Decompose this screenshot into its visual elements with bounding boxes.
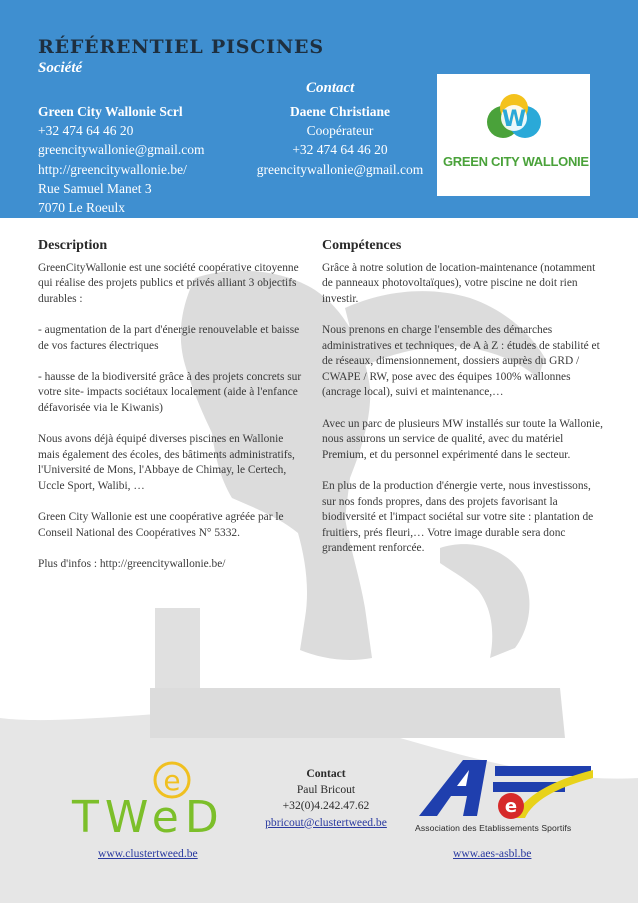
competences-heading: Compétences: [322, 238, 402, 253]
footer-contact: [240, 766, 412, 831]
aes-logo-letter: e: [504, 796, 518, 817]
tweed-logo-letter: e: [163, 764, 181, 797]
contact-email[interactable]: greencitywallonie@gmail.com: [256, 161, 424, 177]
tweed-logo: [70, 760, 230, 838]
description-paragraph: GreenCityWallonie est une société coopérative citoyenne qui réalise des projets publics et privés alliant 3 objectifs durables :: [38, 261, 299, 305]
competences-section: [322, 238, 606, 572]
company-street: Rue Samuel Manet 3: [38, 180, 152, 196]
footer-contact-phone: +32(0)4.242.47.62: [282, 799, 370, 813]
contact-name: Daene Christiane: [289, 104, 391, 119]
societe-label: Société: [38, 60, 83, 76]
company-city: 7070 Le Roeulx: [38, 200, 125, 216]
description-heading: Description: [38, 238, 108, 253]
description-paragraph: Nous avons déjà équipé diverses piscines en Wallonie mais également des écoles, des bâtiments administratifs, l'Université de Mons, l'Abbaye de Chimay, le Certech, Uccle Sport, Walibi, …: [38, 433, 295, 492]
company-phone: +32 474 64 46 20: [38, 123, 134, 139]
tweed-logo-text: TWeD: [72, 792, 225, 838]
description-paragraph: Plus d'infos : http://greencitywallonie.be/: [38, 557, 226, 570]
footer-contact-title: Contact: [306, 767, 346, 780]
description-paragraph: Green City Wallonie est une coopérative agréée par le Conseil National des Coopératives N° 5332.: [38, 511, 284, 539]
contact-info: [242, 102, 438, 179]
page-title: RÉFÉRENTIEL PISCINES: [38, 36, 324, 58]
logo-letter: W: [501, 107, 527, 132]
description-paragraph: - hausse de la biodiversité grâce à des projets concrets sur votre site- impacts sociétaux localement (aide à l'enfance défavorisée via le Kiwanis): [38, 370, 302, 414]
green-city-logo-icon: [437, 74, 590, 154]
company-info: [38, 102, 205, 217]
contact-label: Contact: [306, 80, 355, 96]
competences-paragraph: Nous prenons en charge l'ensemble des démarches administratives et techniques, de A à Z : études de stabilité et de réseaux, dimensionnement, dossiers auprès du GRD / CWAPE / RW, pose avec des équipes 100% wallonnes (ancrage local), suivi et maintenance,…: [322, 323, 600, 399]
competences-paragraph: Grâce à notre solution de location-maintenance (notamment de panneaux photovoltaïques), votre piscine ne doit rien investir.: [322, 261, 596, 305]
contact-phone: +32 474 64 46 20: [292, 142, 388, 158]
footer-contact-name: Paul Bricout: [296, 783, 356, 797]
competences-paragraph: Avec un parc de plusieurs MW installés sur toute la Wallonie, nous assurons un service de qualité, avec du matériel Premium, et du personnel expérimenté dans le secteur.: [322, 417, 603, 461]
competences-paragraph: En plus de la production d'énergie verte, nous investissons, sur nos fonds propres, dans des projets favorisant la biodiversité et l'impact sociétal sur votre site : plantation de fruitiers, prés fleuri,… Votre image durable sera donc grandement renforcée.: [322, 479, 594, 555]
aes-logo: [415, 756, 595, 822]
logo-text: GREEN CITY WALLONIE: [443, 154, 589, 169]
clustertweed-link[interactable]: www.clustertweed.be: [98, 847, 198, 860]
company-email[interactable]: greencitywallonie@gmail.com: [38, 142, 205, 158]
description-section: [38, 238, 304, 588]
company-name: Green City Wallonie Scrl: [38, 104, 183, 119]
footer-contact-email-link[interactable]: pbricout@clustertweed.be: [265, 815, 387, 829]
contact-role: Coopérateur: [306, 123, 374, 139]
aes-asbl-link[interactable]: www.aes-asbl.be: [453, 847, 532, 860]
header-band: [0, 0, 638, 218]
aes-logo-caption: Association des Etablissements Sportifs: [415, 823, 572, 833]
green-city-logo: [437, 74, 590, 196]
company-website[interactable]: http://greencitywallonie.be/: [38, 161, 187, 177]
description-paragraph: - augmentation de la part d'énergie renouvelable et baisse de vos factures électriques: [38, 323, 300, 352]
